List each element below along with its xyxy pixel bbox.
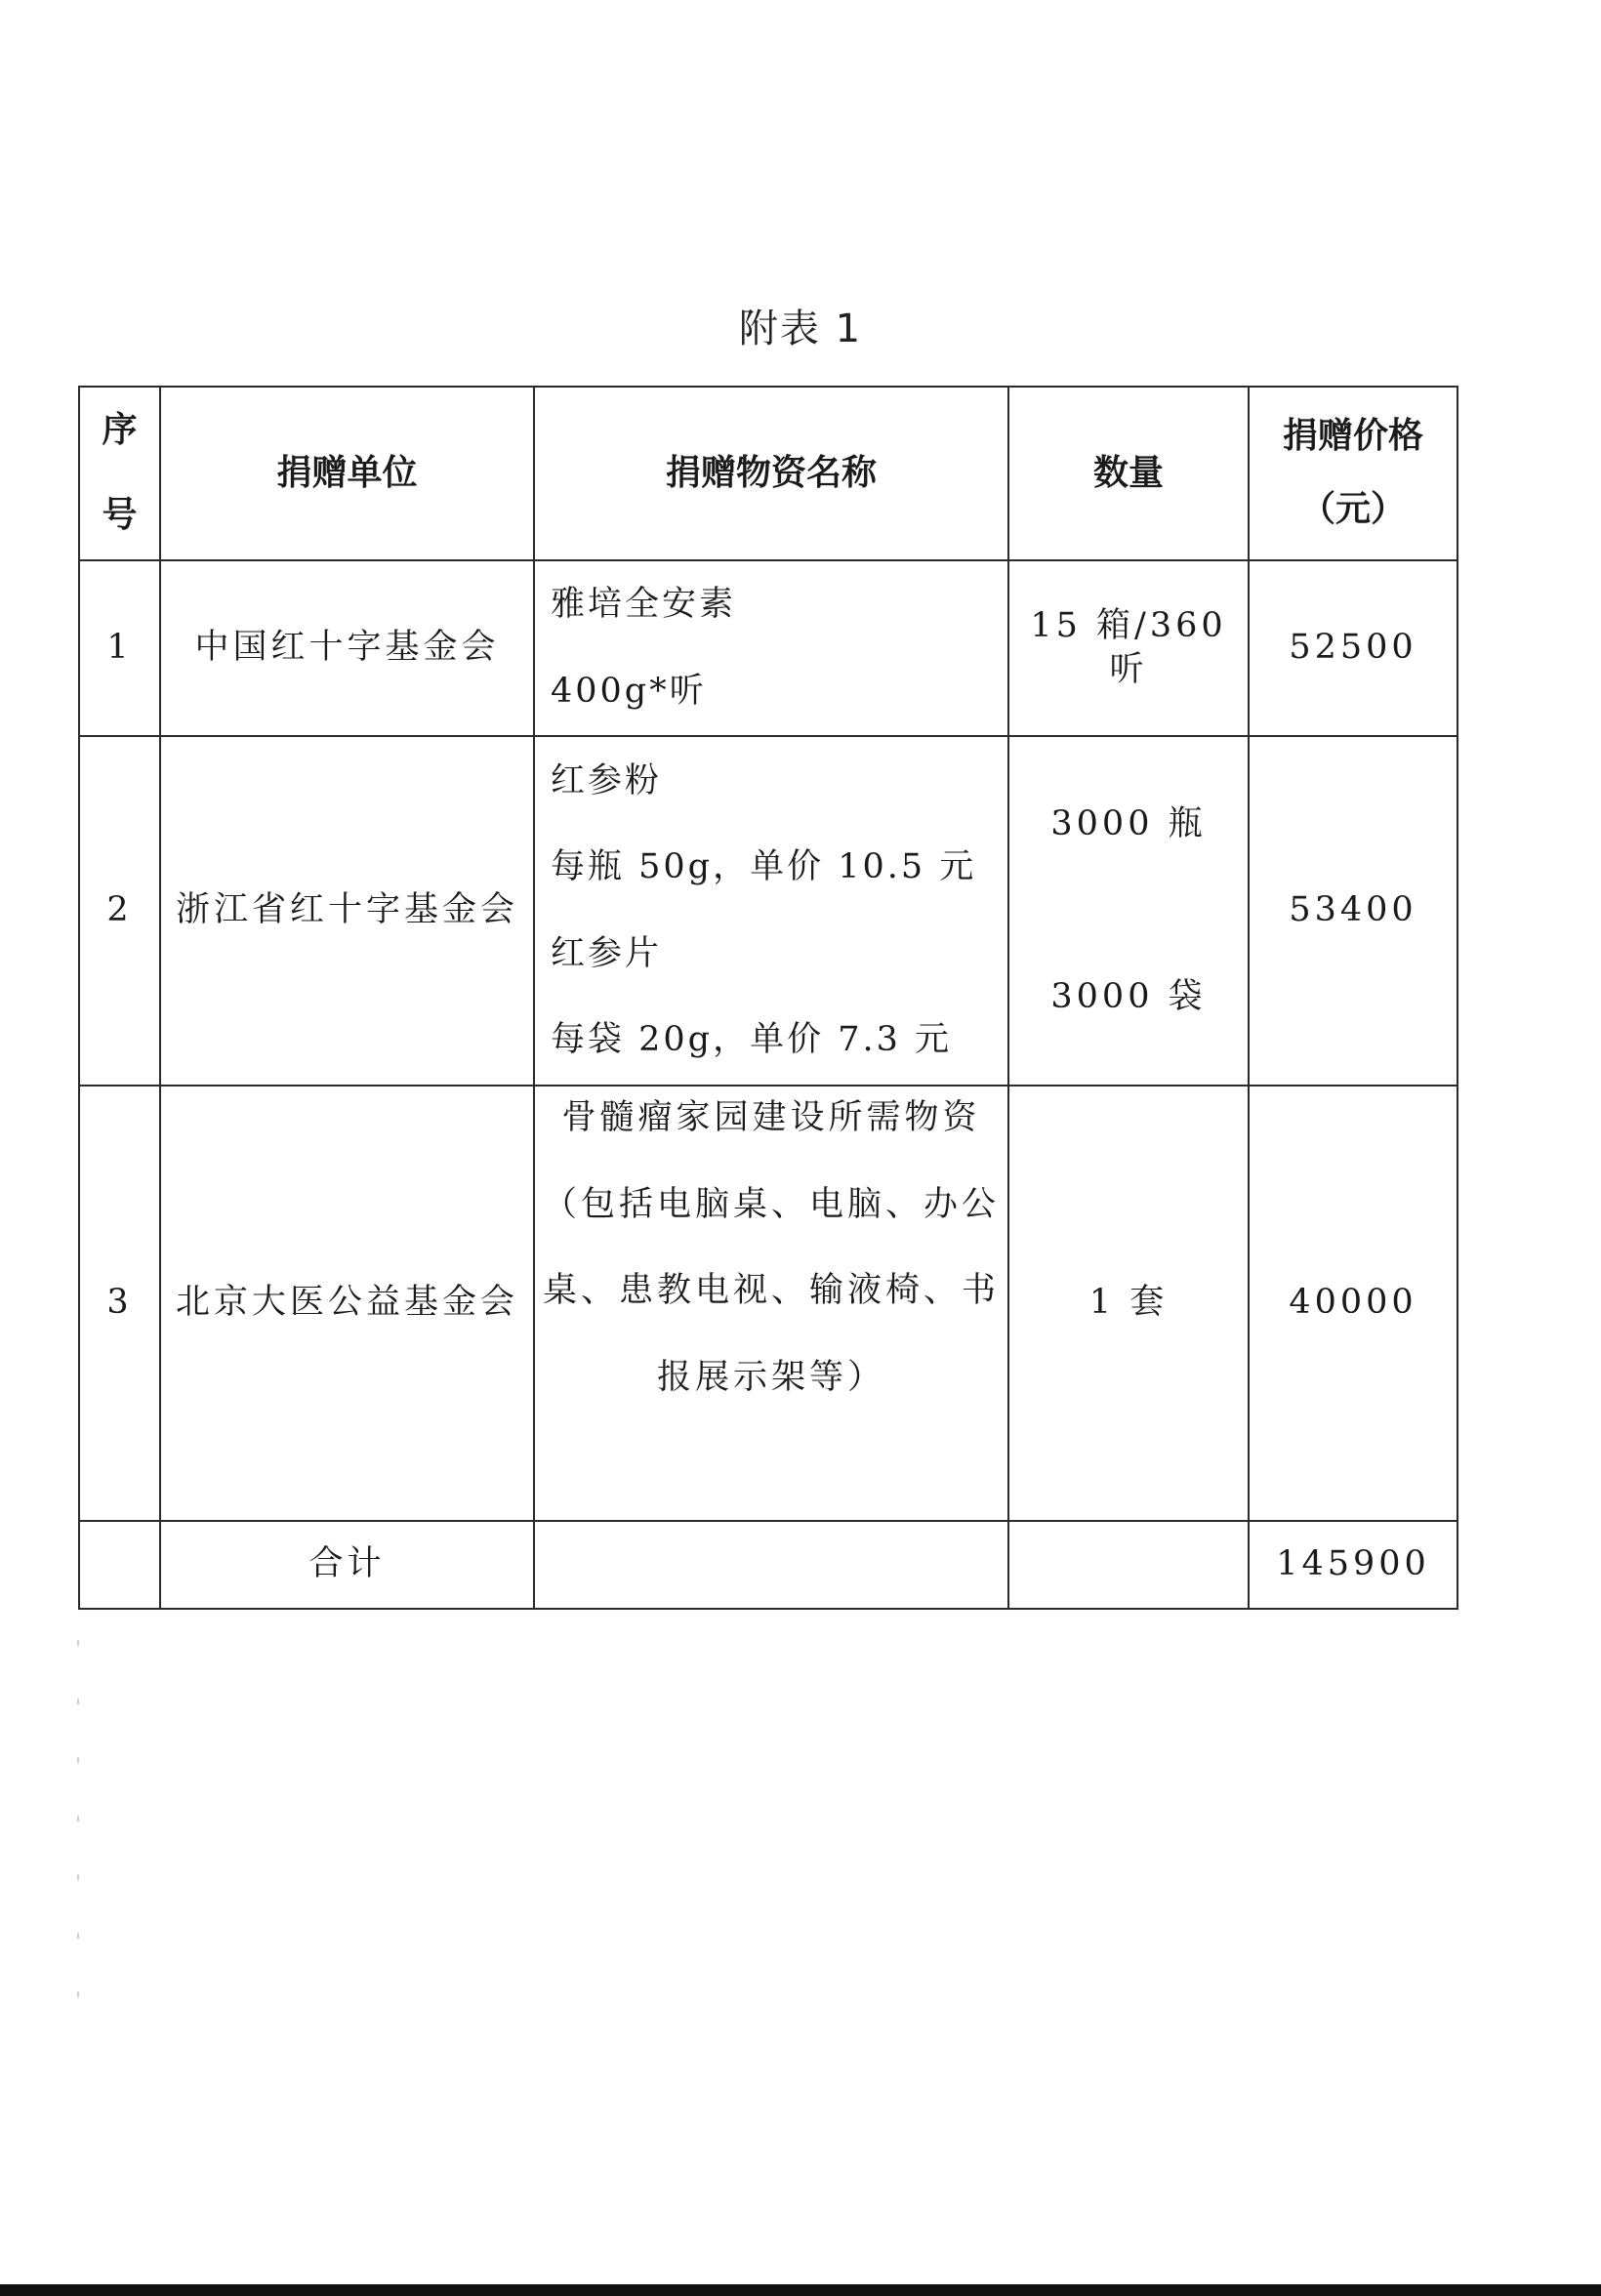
row-unit: 北京大医公益基金会 (160, 1086, 534, 1521)
row-quantity (1008, 736, 1249, 1086)
scan-artifact-line (77, 1640, 79, 2050)
item-line: 骨髓瘤家园建设所需物资 (561, 1098, 981, 1137)
total-price: 145900 (1249, 1521, 1457, 1609)
header-index-line: 序 (102, 410, 138, 451)
total-quantity (1008, 1521, 1249, 1609)
item-line: 每瓶 50g，单价 10.5 元 (551, 847, 977, 886)
header-unit: 捐赠单位 (160, 387, 534, 560)
row-item (534, 736, 1008, 1086)
item-line: （包括电脑桌、电脑、办公 (542, 1184, 1000, 1224)
row-item (534, 560, 1008, 736)
row-index: 2 (79, 736, 160, 1086)
item-line: 红参粉 (551, 760, 663, 800)
donation-table (78, 386, 1458, 1610)
item-line: 报展示架等） (656, 1357, 885, 1397)
row-quantity: 15 箱/360 听 (1008, 560, 1249, 736)
item-line: 每袋 20g，单价 7.3 元 (551, 1020, 952, 1059)
header-price-line: 捐赠价格 (1282, 416, 1423, 457)
row-index: 3 (79, 1086, 160, 1521)
item-line: 雅培全安素 (551, 585, 737, 624)
item-line: 红参片 (551, 933, 663, 973)
item-line: 桌、患教电视、输液椅、书 (542, 1271, 1000, 1310)
table-row (79, 1086, 1457, 1521)
item-line: 400g*听 (551, 671, 707, 711)
header-item: 捐赠物资名称 (534, 387, 1008, 560)
table-header-row (79, 387, 1457, 560)
header-quantity: 数量 (1008, 387, 1249, 560)
row-unit: 中国红十字基金会 (160, 560, 534, 736)
table-row (79, 560, 1457, 736)
quantity-line: 3000 瓶 (1050, 803, 1207, 843)
header-index-line: 号 (102, 495, 138, 535)
header-price-line: （元） (1299, 489, 1406, 529)
header-price (1249, 387, 1457, 560)
row-item (534, 1086, 1008, 1521)
row-price: 53400 (1249, 736, 1457, 1086)
row-price: 52500 (1249, 560, 1457, 736)
scan-bottom-edge (0, 2284, 1601, 2296)
table-row (79, 736, 1457, 1086)
page-title: 附表 1 (738, 307, 863, 351)
row-price: 40000 (1249, 1086, 1457, 1521)
row-unit: 浙江省红十字基金会 (160, 736, 534, 1086)
total-item (534, 1521, 1008, 1609)
total-label: 合计 (160, 1521, 534, 1609)
total-index (79, 1521, 160, 1609)
quantity-line: 3000 袋 (1050, 977, 1207, 1016)
row-index: 1 (79, 560, 160, 736)
total-row (79, 1521, 1457, 1609)
header-index (79, 387, 160, 560)
row-quantity: 1 套 (1008, 1086, 1249, 1521)
